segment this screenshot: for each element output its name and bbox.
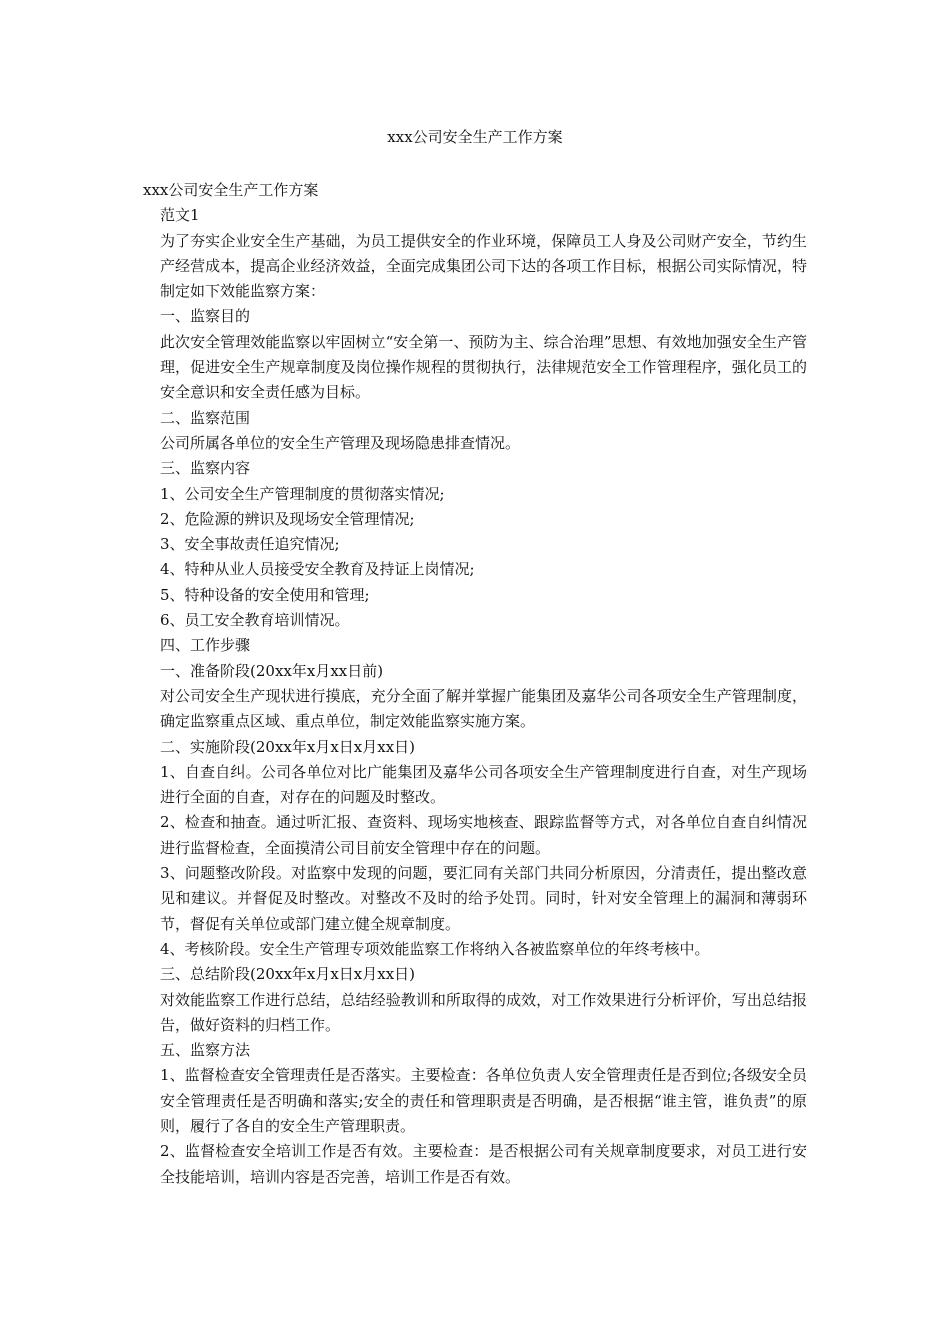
list-item: 2、危险源的辨识及现场安全管理情况;: [160, 509, 415, 528]
paragraph-inspection: 2、检查和抽查。通过听汇报、查资料、现场实地核查、跟踪监督等方式，对各单位自查自纠情况进行监督检查，全面摸清公司目前安全管理中存在的问题。: [160, 813, 807, 857]
page-title: xxx公司安全生产工作方案: [387, 128, 563, 146]
paragraph-purpose: 此次安全管理效能监察以牢固树立“安全第一、预防为主、综合治理”思想、有效地加强安全生产管理，促进安全生产规章制度及岗位操作规程的贯彻执行，法律规范安全工作管理程序，强化员工的安全意识和安全责任感为目标。: [160, 332, 807, 402]
heading-summary-stage: 三、总结阶段(20xx年x月x日x月xx日): [160, 965, 416, 984]
paragraph-assessment: 4、考核阶段。安全生产管理专项效能监察工作将纳入各被监察单位的年终考核中。: [160, 939, 710, 958]
heading-prep-stage: 一、准备阶段(20xx年x月xx日前): [160, 661, 384, 680]
paragraph-rectification: 3、问题整改阶段。对监察中发现的问题，要汇同有关部门共同分析原因，分清责任，提出整改意见和建议。并督促及时整改。对整改不及时的给予处罚。同时，针对安全管理上的漏洞和薄弱环节，督促有关单位或部门建立健全规章制度。: [160, 864, 807, 933]
list-item: 4、特种从业人员接受安全教育及持证上岗情况;: [160, 560, 475, 579]
heading-purpose: 一、监察目的: [160, 307, 251, 326]
document-body: [143, 178, 807, 1190]
paragraph-scope: 公司所属各单位的安全生产管理及现场隐患排查情况。: [160, 433, 521, 452]
list-item: 5、特种设备的安全使用和管理;: [160, 585, 370, 604]
list-item: 3、安全事故责任追究情况;: [160, 535, 340, 554]
paragraph-method-2: 2、监督检查安全培训工作是否有效。主要检查：是否根据公司有关规章制度要求，对员工进行安全技能培训，培训内容是否完善，培训工作是否有效。: [160, 1142, 807, 1186]
heading-impl-stage: 二、实施阶段(20xx年x月x日x月xx日): [160, 737, 416, 756]
heading-content: 三、监察内容: [160, 459, 251, 478]
list-item: 1、公司安全生产管理制度的贯彻落实情况;: [160, 484, 445, 503]
sample-label: 范文1: [160, 206, 200, 225]
heading-methods: 五、监察方法: [160, 1041, 251, 1060]
paragraph-summary: 对效能监察工作进行总结，总结经验教训和所取得的成效，对工作效果进行分析评价，写出总结报告，做好资料的归档工作。: [160, 990, 807, 1034]
paragraph-method-1: 1、监督检查安全管理责任是否落实。主要检查：各单位负责人安全管理责任是否到位;各级安全员安全管理责任是否明确和落实;安全的责任和管理职责是否明确，是否根据“谁主管，谁负责”的原则，履行了各自的安全生产管理职责。: [160, 1066, 807, 1135]
heading-steps: 四、工作步骤: [160, 636, 251, 655]
heading-scope: 二、监察范围: [160, 408, 251, 427]
paragraph-prep-stage: 对公司安全生产现状进行摸底，充分全面了解并掌握广能集团及嘉华公司各项安全生产管理制度，确定监察重点区域、重点单位，制定效能监察实施方案。: [160, 686, 807, 731]
paragraph-intro: 为了夯实企业安全生产基础，为员工提供安全的作业环境，保障员工人身及公司财产安全，节约生产经营成本，提高企业经济效益，全面完成集团公司下达的各项工作目标，根据公司实际情况，特制定如下效能监察方案：: [160, 231, 807, 301]
list-item: 6、员工安全教育培训情况。: [160, 611, 350, 630]
subtitle: xxx公司安全生产工作方案: [143, 181, 319, 199]
paragraph-self-check: 1、自查自纠。公司各单位对比广能集团及嘉华公司各项安全生产管理制度进行自查，对生产现场进行全面的自查，对存在的问题及时整改。: [160, 762, 807, 807]
